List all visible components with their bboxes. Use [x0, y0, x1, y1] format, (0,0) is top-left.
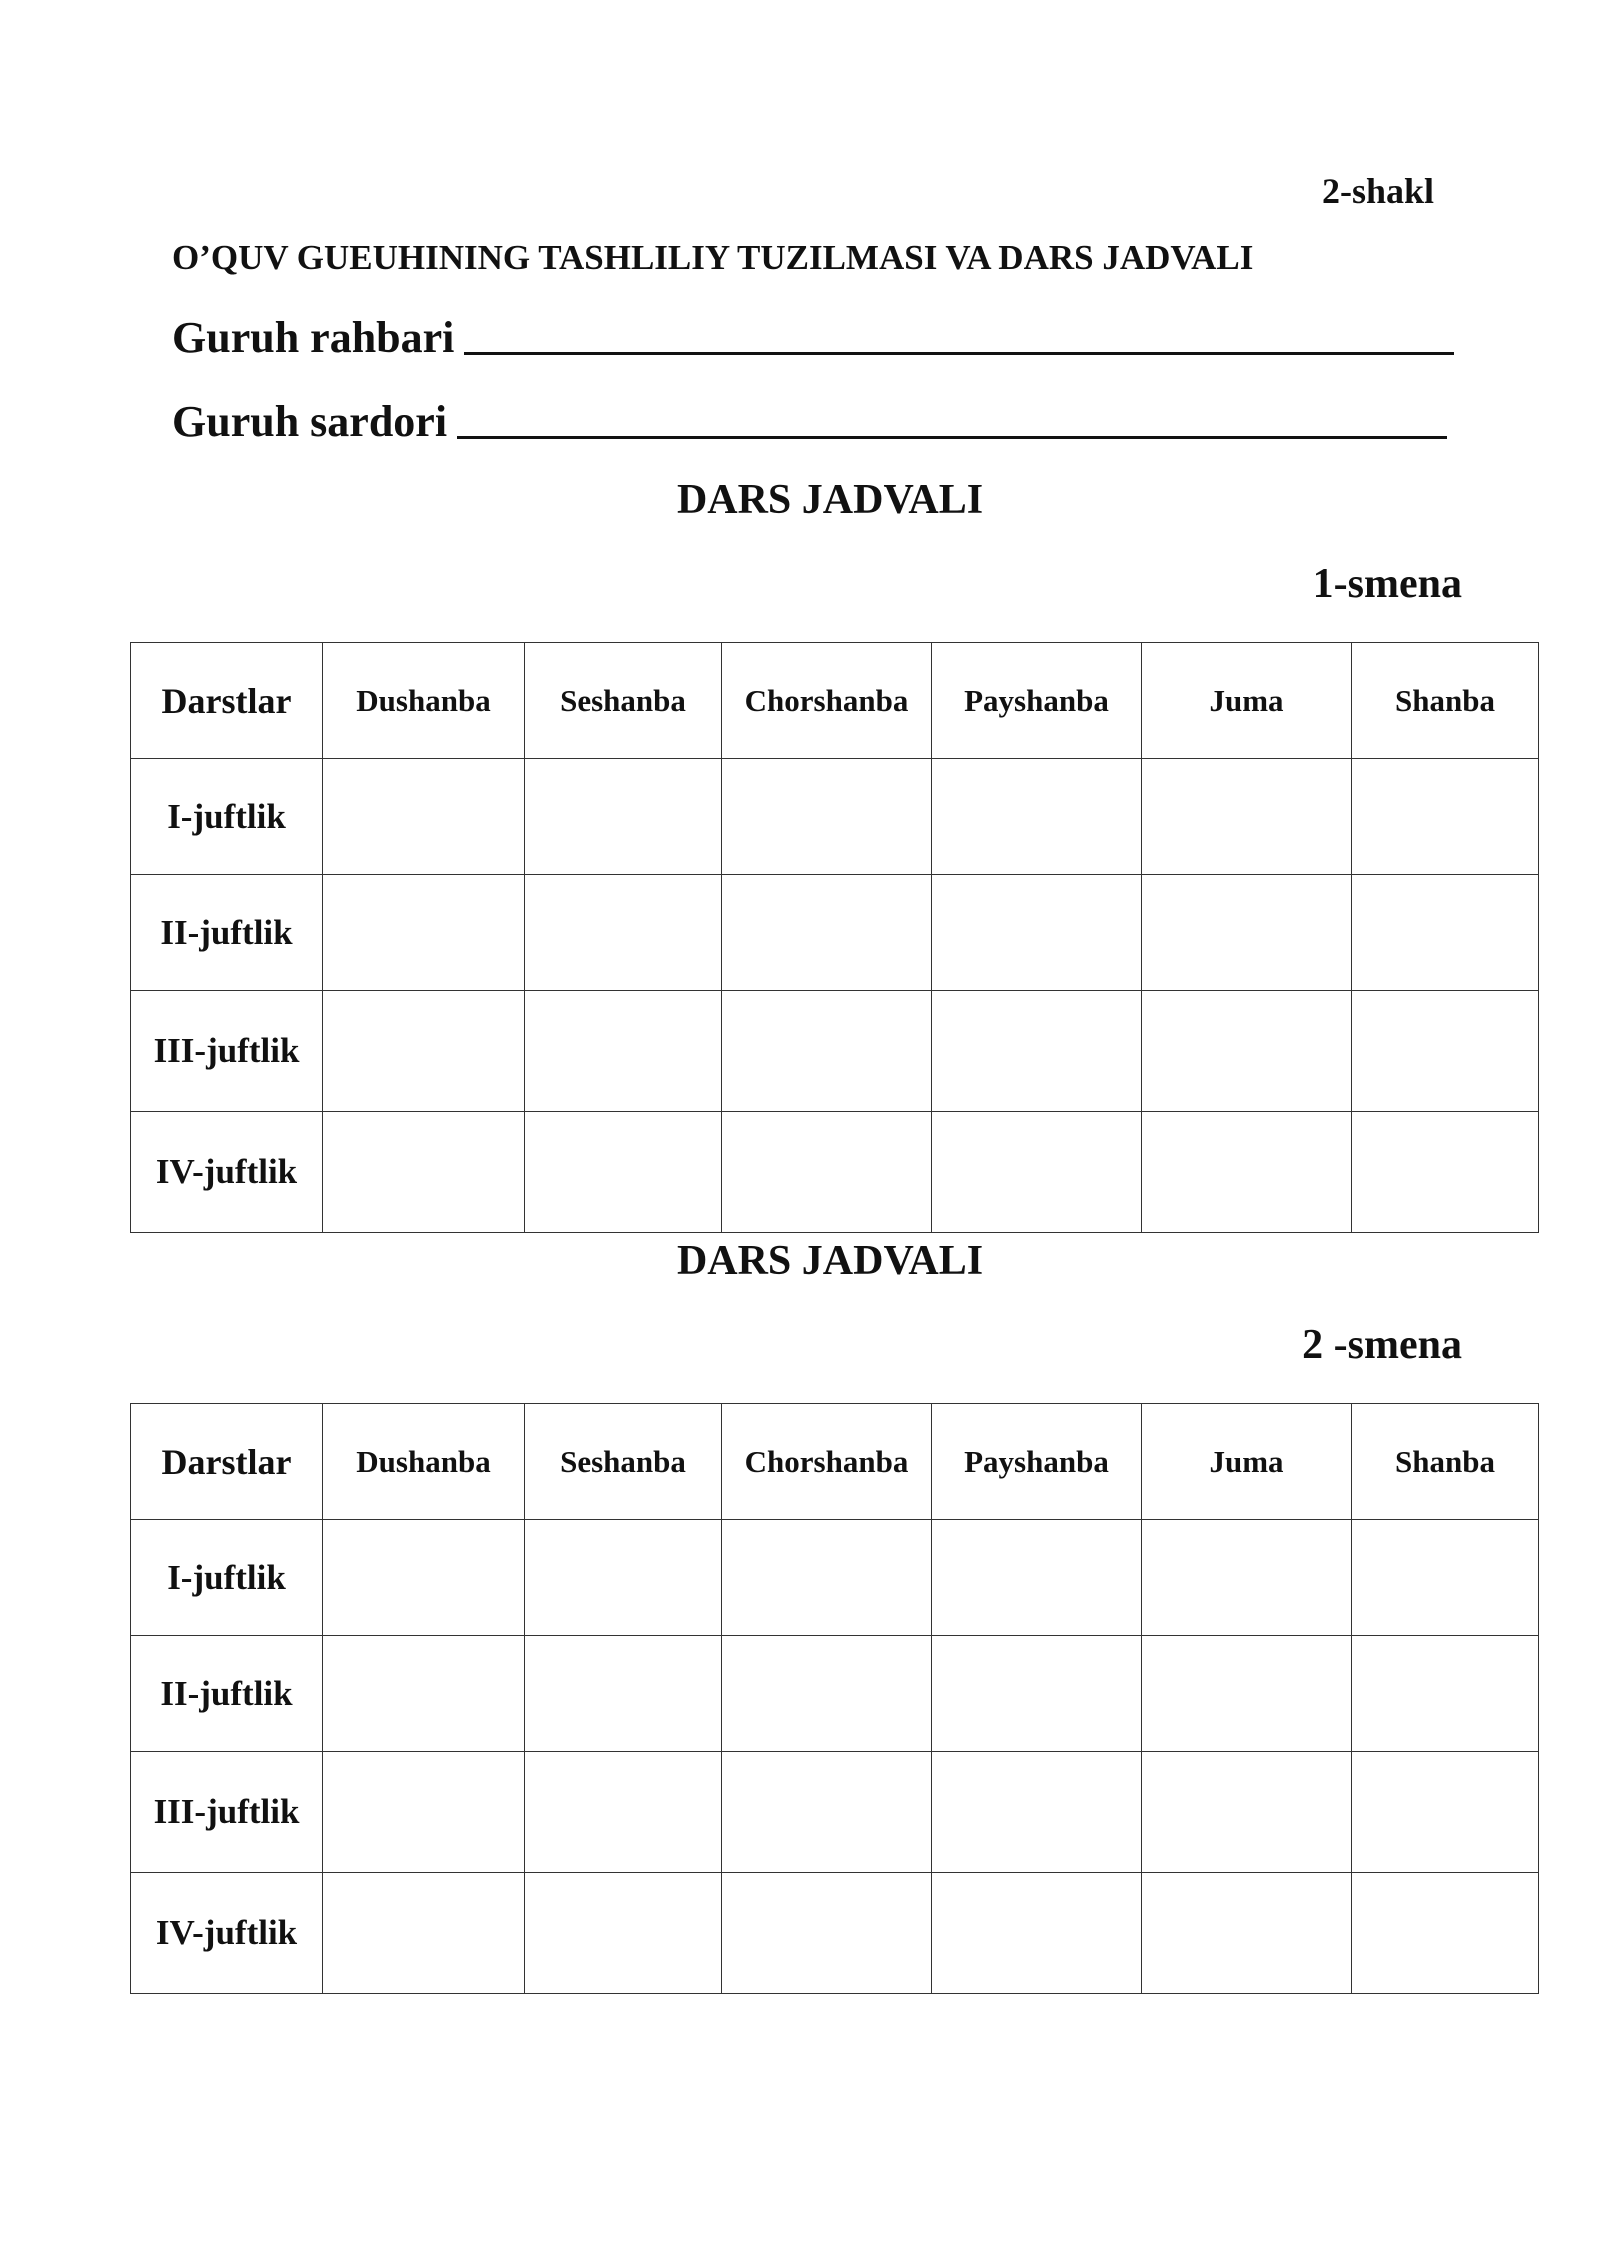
- header-lessons: Darstlar: [131, 1404, 323, 1520]
- schedule-cell[interactable]: [1352, 1752, 1539, 1873]
- header-day: Seshanba: [525, 1404, 722, 1520]
- table-row: [131, 759, 1539, 875]
- schedule-cell[interactable]: [1352, 1636, 1539, 1752]
- schedule-cell[interactable]: [1142, 1112, 1352, 1233]
- schedule-cell[interactable]: [722, 1873, 932, 1994]
- header-day: Dushanba: [323, 643, 525, 759]
- schedule-cell[interactable]: [722, 759, 932, 875]
- table-header-row: [131, 1404, 1539, 1520]
- group-head-field: [172, 392, 1447, 447]
- schedule-cell[interactable]: [1352, 759, 1539, 875]
- group-head-blank-line[interactable]: [457, 392, 1447, 439]
- form-number: 2-shakl: [1322, 171, 1435, 211]
- schedule-title-2: DARS JADVALI: [676, 1238, 984, 1284]
- schedule-cell[interactable]: [1142, 1636, 1352, 1752]
- row-label: IV-juftlik: [131, 1873, 323, 1994]
- schedule-cell[interactable]: [722, 991, 932, 1112]
- schedule-cell[interactable]: [1142, 1752, 1352, 1873]
- row-label: III-juftlik: [131, 1752, 323, 1873]
- row-label: I-juftlik: [131, 1520, 323, 1636]
- schedule-cell[interactable]: [1142, 1520, 1352, 1636]
- schedule-cell[interactable]: [932, 1520, 1142, 1636]
- row-label: IV-juftlik: [131, 1112, 323, 1233]
- schedule-cell[interactable]: [722, 1520, 932, 1636]
- schedule-cell[interactable]: [1142, 875, 1352, 991]
- header-day: Juma: [1142, 643, 1352, 759]
- table-header-row: [131, 643, 1539, 759]
- schedule-table-shift-2: [130, 1403, 1539, 1994]
- header-day: Payshanba: [932, 1404, 1142, 1520]
- row-label: II-juftlik: [131, 875, 323, 991]
- group-leader-label: Guruh rahbari: [172, 313, 455, 362]
- header-day: Chorshanba: [722, 1404, 932, 1520]
- schedule-cell[interactable]: [932, 991, 1142, 1112]
- schedule-cell[interactable]: [525, 1112, 722, 1233]
- schedule-cell[interactable]: [525, 1752, 722, 1873]
- schedule-cell[interactable]: [932, 759, 1142, 875]
- table-row: [131, 1873, 1539, 1994]
- schedule-cell[interactable]: [525, 1873, 722, 1994]
- schedule-title-1: DARS JADVALI: [676, 477, 984, 523]
- group-head-label: Guruh sardori: [172, 397, 448, 446]
- schedule-cell[interactable]: [525, 875, 722, 991]
- header-day: Shanba: [1352, 1404, 1539, 1520]
- schedule-cell[interactable]: [323, 759, 525, 875]
- row-label: III-juftlik: [131, 991, 323, 1112]
- document-title: O’QUV GUEUHINING TASHLILIY TUZILMASI VA DARS JADVALI: [172, 238, 1254, 277]
- header-day: Chorshanba: [722, 643, 932, 759]
- schedule-cell[interactable]: [323, 1636, 525, 1752]
- schedule-cell[interactable]: [323, 1112, 525, 1233]
- shift-label-2: 2 -smena: [1302, 1322, 1462, 1368]
- header-lessons: Darstlar: [131, 643, 323, 759]
- schedule-cell[interactable]: [1142, 1873, 1352, 1994]
- table-row: [131, 991, 1539, 1112]
- schedule-cell[interactable]: [722, 1112, 932, 1233]
- table-row: [131, 1752, 1539, 1873]
- schedule-cell[interactable]: [323, 1752, 525, 1873]
- schedule-cell[interactable]: [722, 875, 932, 991]
- schedule-cell[interactable]: [1352, 991, 1539, 1112]
- header-day: Shanba: [1352, 643, 1539, 759]
- schedule-cell[interactable]: [722, 1636, 932, 1752]
- schedule-cell[interactable]: [323, 1520, 525, 1636]
- group-leader-field: [172, 308, 1454, 363]
- table-row: [131, 1112, 1539, 1233]
- schedule-cell[interactable]: [525, 1636, 722, 1752]
- schedule-cell[interactable]: [323, 1873, 525, 1994]
- schedule-cell[interactable]: [323, 875, 525, 991]
- schedule-cell[interactable]: [525, 759, 722, 875]
- schedule-cell[interactable]: [932, 875, 1142, 991]
- table-row: [131, 1520, 1539, 1636]
- schedule-cell[interactable]: [1142, 759, 1352, 875]
- schedule-cell[interactable]: [722, 1752, 932, 1873]
- header-day: Payshanba: [932, 643, 1142, 759]
- schedule-cell[interactable]: [525, 1520, 722, 1636]
- schedule-cell[interactable]: [1352, 1520, 1539, 1636]
- header-day: Juma: [1142, 1404, 1352, 1520]
- row-label: II-juftlik: [131, 1636, 323, 1752]
- schedule-cell[interactable]: [932, 1873, 1142, 1994]
- schedule-cell[interactable]: [932, 1112, 1142, 1233]
- schedule-cell[interactable]: [1142, 991, 1352, 1112]
- shift-label-1: 1-smena: [1312, 561, 1462, 607]
- row-label: I-juftlik: [131, 759, 323, 875]
- schedule-cell[interactable]: [1352, 1873, 1539, 1994]
- table-row: [131, 1636, 1539, 1752]
- group-leader-blank-line[interactable]: [464, 308, 1454, 355]
- schedule-cell[interactable]: [932, 1636, 1142, 1752]
- schedule-cell[interactable]: [323, 991, 525, 1112]
- schedule-cell[interactable]: [1352, 1112, 1539, 1233]
- header-day: Dushanba: [323, 1404, 525, 1520]
- schedule-cell[interactable]: [932, 1752, 1142, 1873]
- schedule-table-shift-1: [130, 642, 1539, 1233]
- schedule-cell[interactable]: [1352, 875, 1539, 991]
- schedule-cell[interactable]: [525, 991, 722, 1112]
- table-row: [131, 875, 1539, 991]
- header-day: Seshanba: [525, 643, 722, 759]
